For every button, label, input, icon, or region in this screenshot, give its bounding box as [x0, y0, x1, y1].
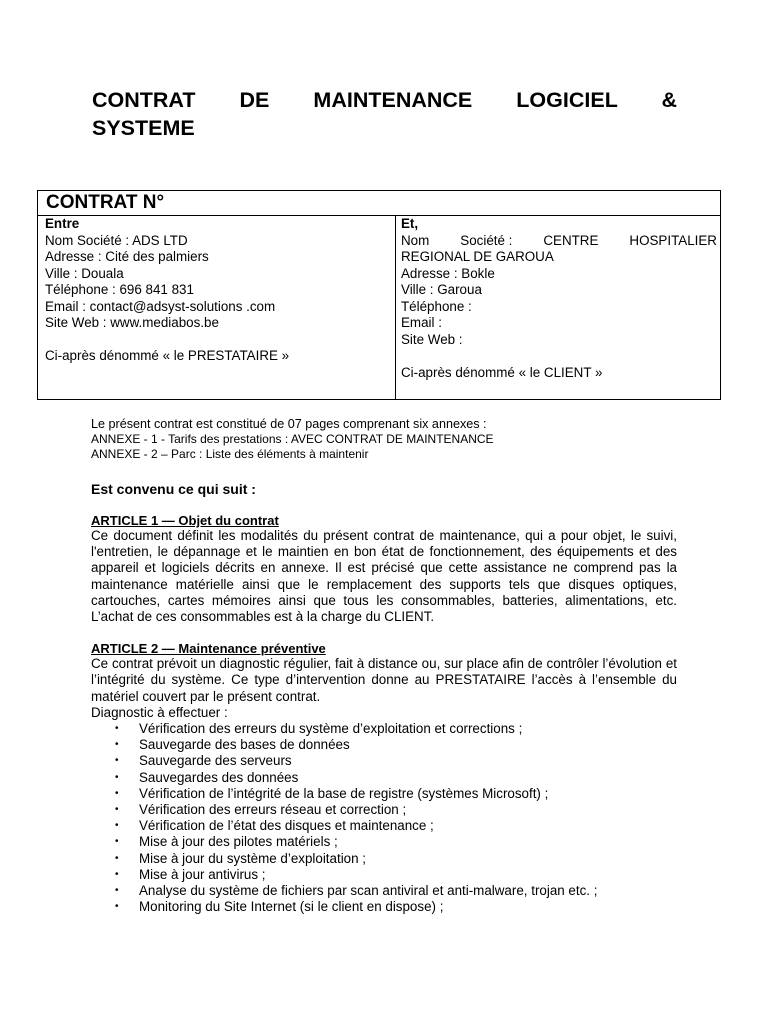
bullet-icon: • — [115, 820, 119, 832]
bullet-icon: • — [115, 836, 119, 848]
client-company-word: Société : — [460, 232, 513, 248]
bullet-icon: • — [115, 739, 119, 751]
provider-city: Ville : Douala — [45, 265, 124, 281]
contract-body — [91, 417, 677, 915]
client-company-word: CENTRE — [543, 232, 599, 248]
diagnostic-item — [91, 721, 677, 737]
provider-label: Entre — [45, 216, 80, 231]
diagnostic-item-text: Mise à jour du système d’exploitation ; — [139, 850, 367, 866]
table-divider — [395, 216, 396, 399]
diagnostic-item-text: Sauvegardes des données — [139, 769, 299, 785]
diagnostic-item-text: Vérification des erreurs réseau et correction ; — [139, 802, 407, 818]
title-line-1: CONTRAT DE MAINTENANCE LOGICIEL & — [92, 88, 677, 112]
article-1-title: ARTICLE 1 — Objet du contrat — [91, 513, 279, 528]
provider-website: Site Web : www.mediabos.be — [45, 315, 219, 330]
diagnostic-item-text: Sauvegarde des bases de données — [139, 737, 350, 753]
diagnostic-item-text: Analyse du système de fichiers par scan antiviral et anti-malware, trojan etc. ; — [139, 883, 598, 899]
diagnostic-item — [91, 802, 677, 818]
provider-column — [45, 216, 393, 399]
bullet-icon: • — [115, 787, 119, 799]
client-company-word: Nom — [401, 232, 430, 248]
diagnostic-item — [91, 770, 677, 786]
diagnostic-item — [91, 737, 677, 753]
spacer — [45, 332, 393, 349]
diagnostic-item — [91, 834, 677, 850]
bullet-icon: • — [115, 852, 119, 864]
client-column — [401, 216, 717, 399]
client-designation: Ci-après dénommé « le CLIENT » — [401, 364, 603, 380]
client-company-continued: REGIONAL DE GAROUA — [401, 249, 554, 264]
client-address: Adresse : Bokle — [401, 265, 495, 281]
bullet-icon: • — [115, 771, 119, 783]
provider-address: Adresse : Cité des palmiers — [45, 249, 209, 264]
article-1-text: Ce document définit les modalités du présent contrat de maintenance, qui a pour objet, le suivi, l'entretien, le dépannage et le maintien en bon état de fonctionnement, des équipements et des appareil et logiciels décrits en annexe. Il est précisé que cette assistance ne comprend pas la maintenance matérielle ainsi que le remplacement des supports tels que disques optiques, cartouches, cartes mémoires ainsi que tous les consommables, batteries, alimentations, etc. L’achat de ces consommables est à la charge du CLIENT. — [91, 528, 677, 625]
diagnostic-item — [91, 867, 677, 883]
provider-email: Email : contact@adsyst-solutions .com — [45, 298, 276, 314]
diagnostic-item-text: Vérification de l’intégrité de la base de registre (systèmes Microsoft) ; — [139, 785, 549, 801]
diagnostic-item-text: Monitoring du Site Internet (si le client en dispose) ; — [139, 899, 444, 915]
provider-company: Nom Société : ADS LTD — [45, 232, 188, 248]
client-company — [401, 233, 717, 250]
bullet-icon: • — [115, 804, 119, 816]
title-line-2: SYSTEME — [92, 116, 195, 140]
client-email: Email : — [401, 315, 442, 330]
diagnostic-item — [91, 753, 677, 769]
diagnostic-item-text: Vérification de l’état des disques et maintenance ; — [139, 818, 434, 834]
article-2-title: ARTICLE 2 — Maintenance préventive — [91, 641, 326, 657]
annex-1: ANNEXE - 1 - Tarifs des prestations : AVEC CONTRAT DE MAINTENANCE — [91, 432, 494, 446]
diagnostic-item — [91, 899, 677, 915]
spacer — [401, 348, 717, 365]
diagnostic-item — [91, 851, 677, 867]
diagnostic-list — [91, 721, 677, 915]
diagnostic-label: Diagnostic à effectuer : — [91, 704, 228, 720]
pages-statement: Le présent contrat est constitué de 07 pages comprenant six annexes : — [91, 417, 487, 431]
document-title — [92, 86, 677, 142]
client-city: Ville : Garoua — [401, 282, 482, 297]
contract-parties-table — [37, 190, 721, 400]
provider-designation: Ci-après dénommé « le PRESTATAIRE » — [45, 348, 290, 363]
client-company-word: HOSPITALIER — [629, 232, 717, 248]
client-phone: Téléphone : — [401, 298, 472, 314]
diagnostic-item-text: Mise à jour des pilotes matériels ; — [139, 834, 338, 850]
diagnostic-item-text: Sauvegarde des serveurs — [139, 753, 292, 769]
contract-number-heading: CONTRAT N° — [38, 191, 720, 216]
provider-phone: Téléphone : 696 841 831 — [45, 282, 194, 297]
annex-2: ANNEXE - 2 – Parc : Liste des éléments à maintenir — [91, 447, 369, 461]
diagnostic-item-text: Mise à jour antivirus ; — [139, 866, 266, 882]
bullet-icon: • — [115, 868, 119, 880]
client-label: Et, — [401, 216, 419, 231]
diagnostic-item — [91, 786, 677, 802]
diagnostic-item — [91, 883, 677, 899]
bullet-icon: • — [115, 723, 119, 735]
agreement-heading: Est convenu ce qui suit : — [91, 481, 256, 497]
bullet-icon: • — [115, 885, 119, 897]
article-2-text: Ce contrat prévoit un diagnostic régulier, fait à distance ou, sur place afin de contrôler l’évolution et l’intégrité du système. Ce type d’intervention donne au PRESTATAIRE l’accès à l’ensemble du matériel couvert par le présent contrat. — [91, 656, 677, 704]
bullet-icon: • — [115, 755, 119, 767]
diagnostic-item — [91, 818, 677, 834]
client-website: Site Web : — [401, 331, 463, 347]
bullet-icon: • — [115, 901, 119, 913]
diagnostic-item-text: Vérification des erreurs du système d’exploitation et corrections ; — [139, 721, 523, 737]
